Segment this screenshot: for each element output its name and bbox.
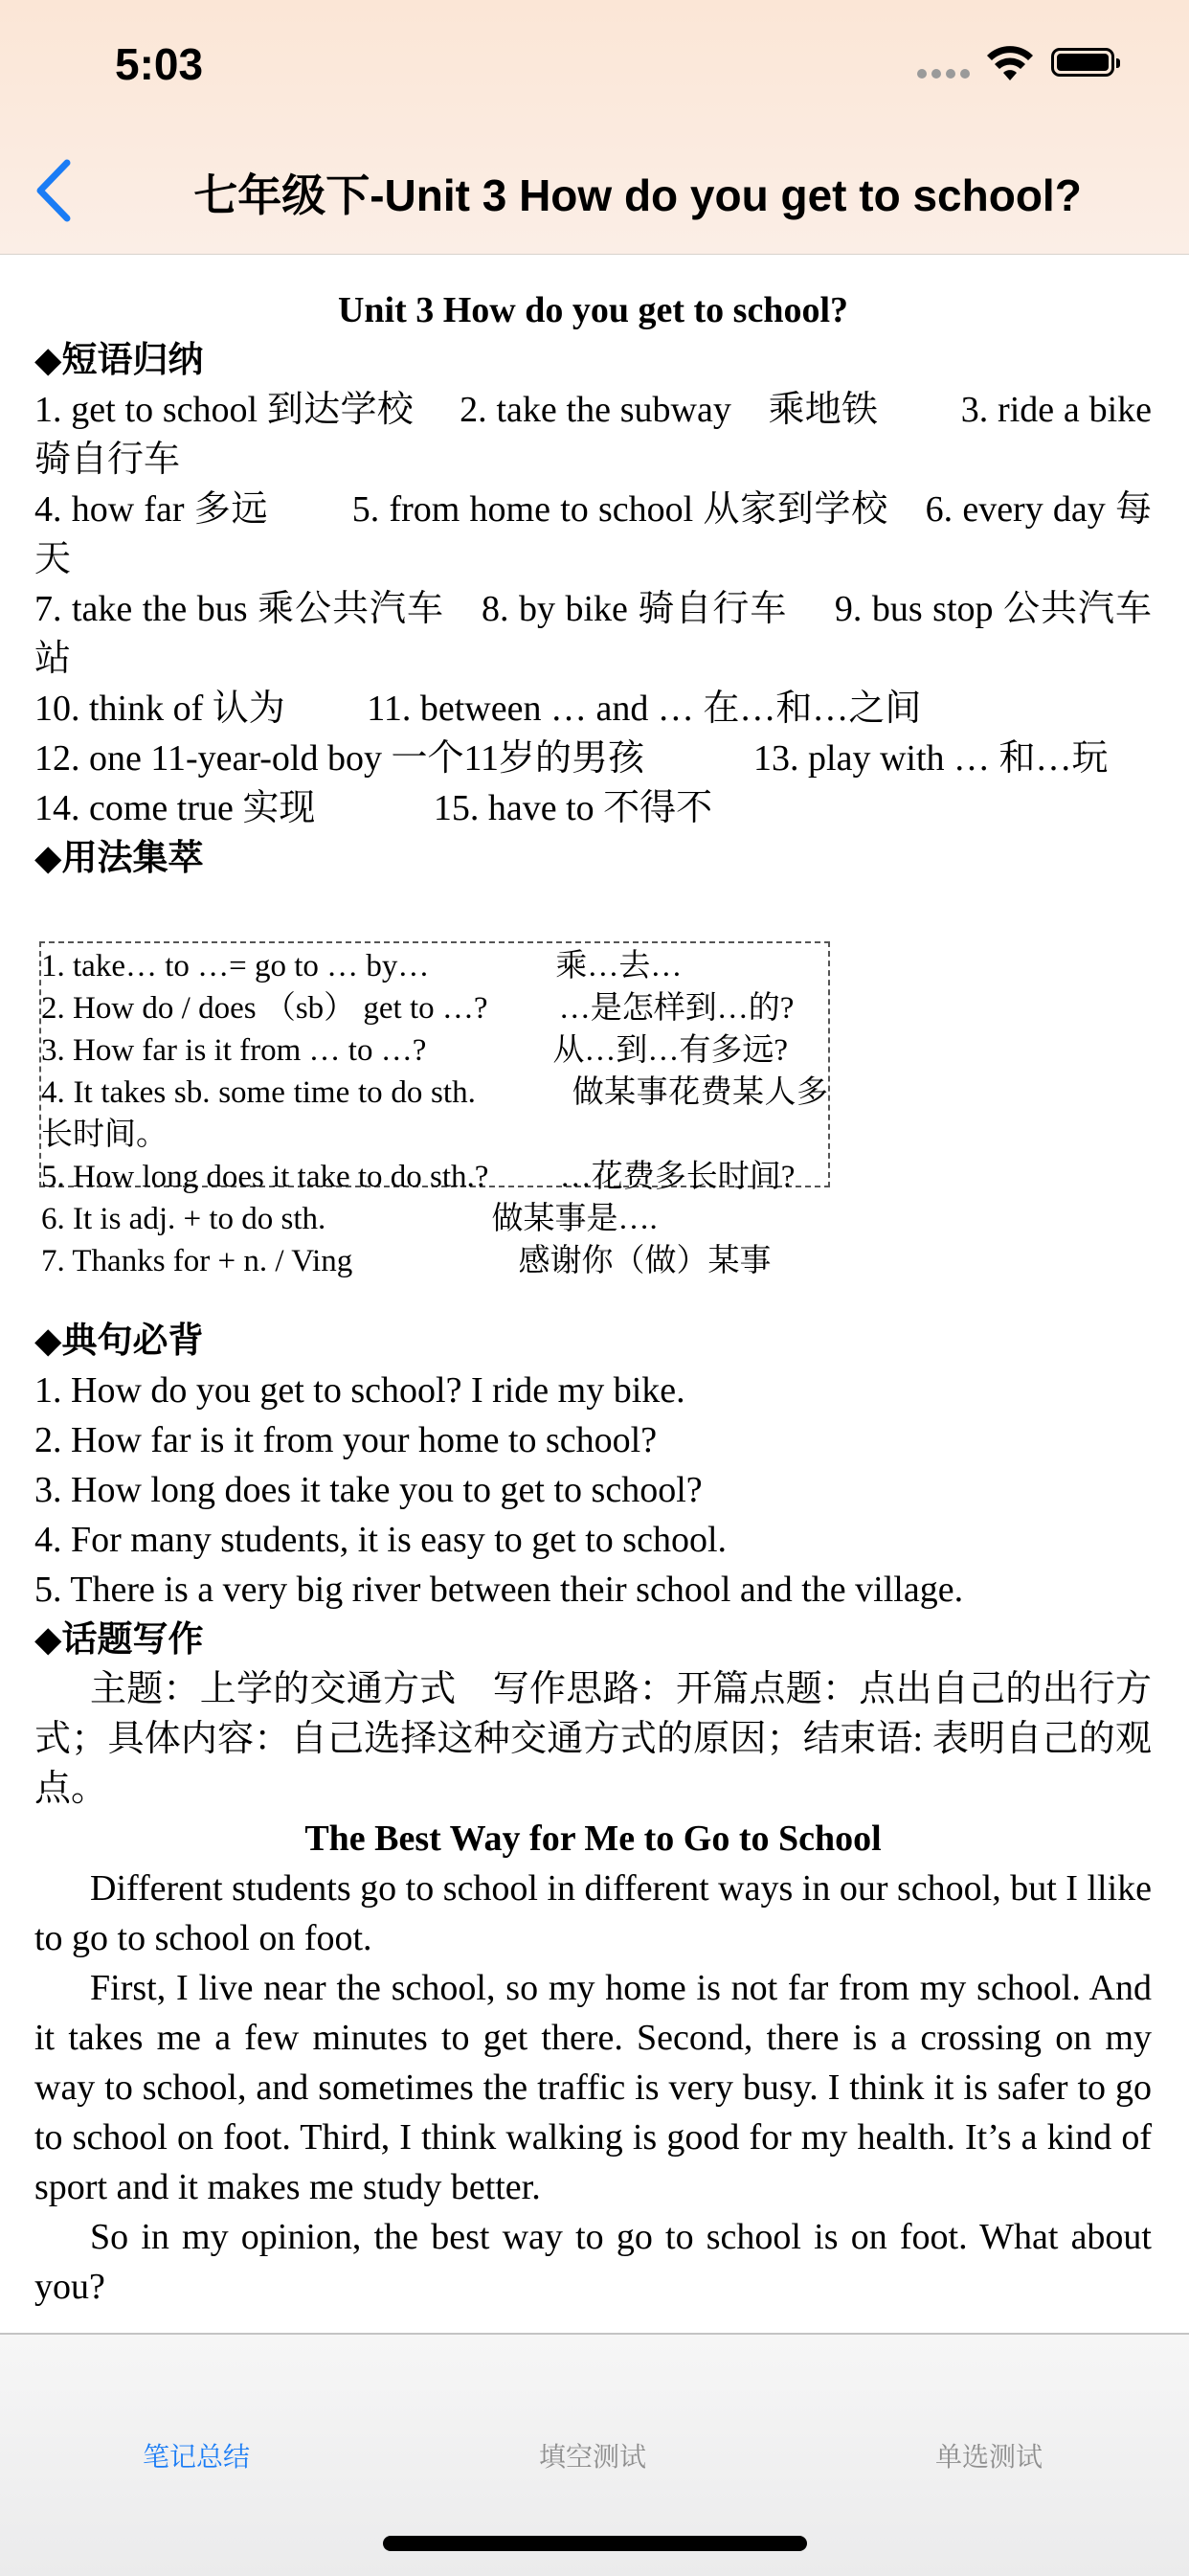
essay-paragraph: So in my opinion, the best way to go to school is on foot. What about you? <box>34 2217 1152 2307</box>
chevron-left-icon[interactable] <box>34 159 73 222</box>
section-heading: ◆短语归纳 <box>34 339 204 380</box>
status-time: 5:03 <box>115 39 204 89</box>
writing-topic: 主题：上学的交通方式 写作思路：开篇点题：点出自己的出行方式；具体内容：自己选择这种交通方式的原因；结束语: 表明自己的观点。 <box>34 1669 1152 1809</box>
essay-title: The Best Way for Me to Go to School <box>304 1819 882 1859</box>
usage-item: 6. It is adj. + to do sth. 做某事是…. <box>41 1202 658 1236</box>
usage-box <box>39 941 830 1278</box>
page-title: 七年级下-Unit 3 How do you get to school? <box>193 170 1082 220</box>
usage-item: 1. take… to …= go to … by… 乘…去… <box>41 949 683 983</box>
phrase-line: 14. come true 实现 15. have to 不得不 <box>34 788 713 828</box>
essay-paragraph: First, I live near the school, so my home is not far from my school. And it takes me a few minutes to get there. Second, there is a crossing on my way to school, and sometimes the traffic is very busy. I think it is safer to go to school on foot. Third, I think walking is good for my health. It’s a kind of sport and it makes me study better. <box>34 1968 1152 2207</box>
sentence: 5. There is a very big river between their school and the village. <box>34 1570 964 1610</box>
sentence: 1. How do you get to school? I ride my bike. <box>34 1370 685 1411</box>
phrase-line: 10. think of 认为 11. between … and … 在…和…之间 <box>34 689 922 729</box>
essay-paragraph: Different students go to school in different ways in our school, but I llike to go to school on foot. <box>34 1868 1152 1958</box>
sentence: 4. For many students, it is easy to get to school. <box>34 1520 728 1560</box>
doc-title: Unit 3 How do you get to school? <box>337 290 849 330</box>
sentence: 2. How far is it from your home to school? <box>34 1420 658 1460</box>
tab-notes-summary[interactable]: 笔记总结 <box>142 2442 250 2472</box>
section-heading: ◆用法集萃 <box>34 837 204 878</box>
usage-item: 3. How far is it from … to …? 从…到…有多远? <box>41 1033 788 1068</box>
usage-item: 5. How long does it take to do sth.? …花费多长时间? <box>41 1160 796 1194</box>
wifi-icon <box>986 46 1034 82</box>
phrase-line: 7. take the bus 乘公共汽车 8. by bike 骑自行车 9. bus stop 公共汽车站 <box>34 589 1152 679</box>
phrases-block <box>34 285 1152 883</box>
section-heading: ◆话题写作 <box>34 1618 204 1660</box>
sentences-block <box>34 1316 1152 2312</box>
section-heading: ◆典句必背 <box>34 1320 204 1361</box>
battery-icon <box>1051 48 1114 77</box>
usage-item: 4. It takes sb. some time to do sth. 做某事花费某人多长时间。 <box>41 1075 828 1152</box>
phrase-line: 12. one 11-year-old boy 一个11岁的男孩 13. play with … 和…玩 <box>34 738 1109 779</box>
tab-bar <box>0 2333 1189 2576</box>
tab-fill-blank-test[interactable]: 填空测试 <box>538 2442 646 2472</box>
header <box>0 0 1189 255</box>
home-indicator[interactable] <box>383 2536 807 2551</box>
cellular-signal-icon <box>917 69 970 79</box>
usage-item: 7. Thanks for + n. / Ving 感谢你（做）某事 <box>41 1244 772 1278</box>
notes-content[interactable] <box>0 255 1189 2333</box>
phrase-line: 1. get to school 到达学校 2. take the subway 乘地铁 3. ride a bike 骑自行车 <box>34 390 1152 480</box>
tab-single-choice-test[interactable]: 单选测试 <box>934 2442 1043 2472</box>
sentence: 3. How long does it take you to get to school? <box>34 1470 703 1510</box>
phrase-line: 4. how far 多远 5. from home to school 从家到学校 6. every day 每天 <box>34 489 1152 579</box>
usage-item: 2. How do / does （sb） get to …? …是怎样到…的? <box>41 991 795 1026</box>
